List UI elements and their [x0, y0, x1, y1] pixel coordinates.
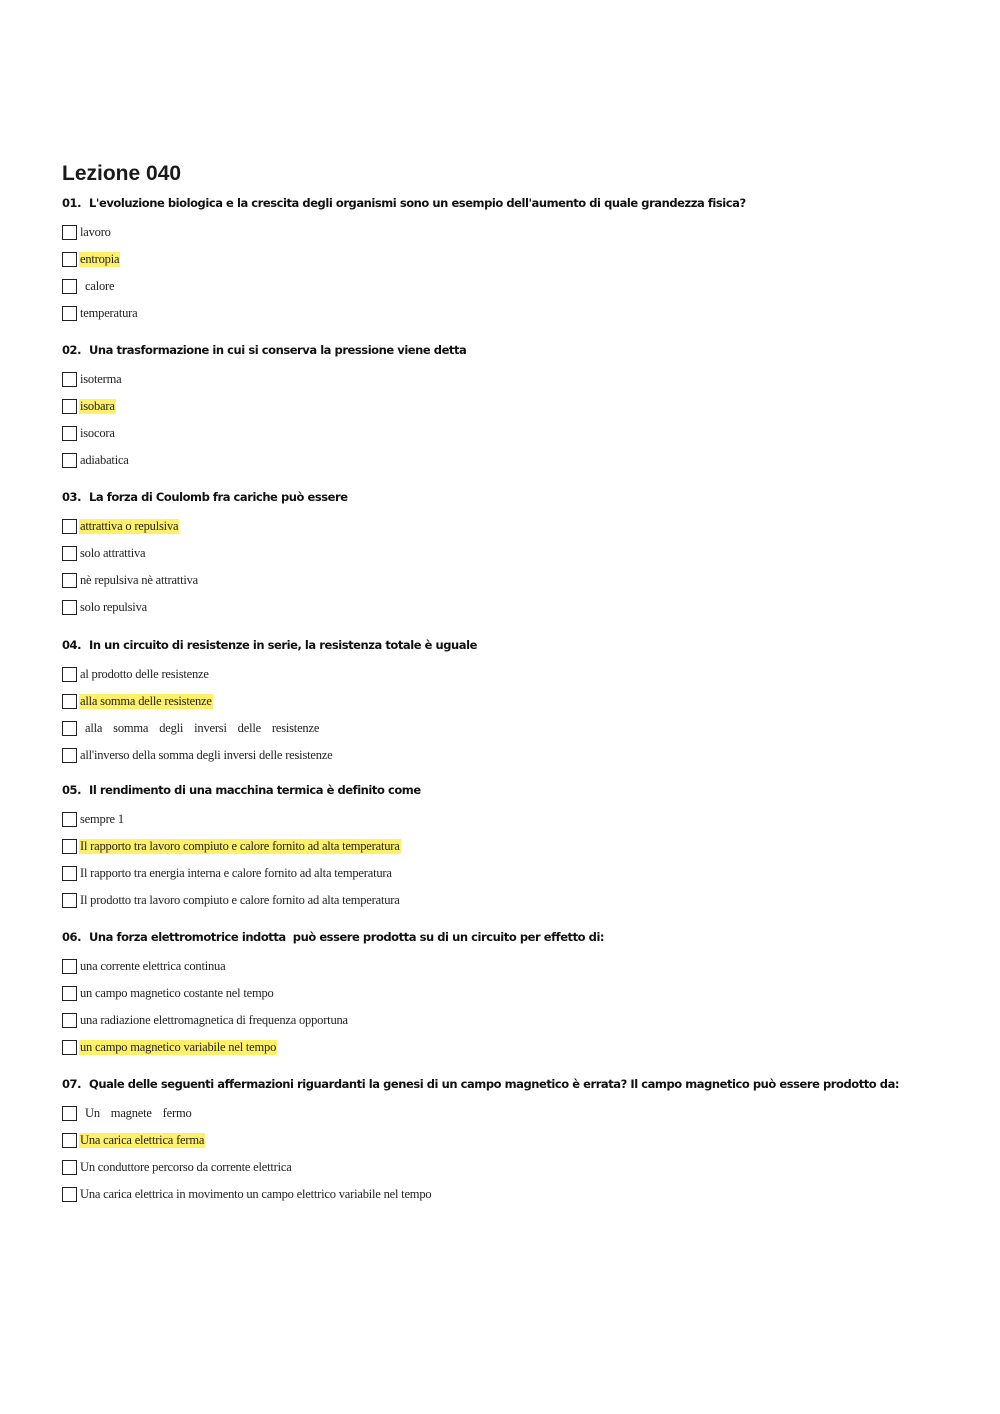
question-number: 07. [62, 1077, 82, 1091]
correct-answer-label: isobara [80, 399, 115, 413]
answer-option[interactable] [62, 540, 962, 567]
correct-answer-label: un campo magnetico variabile nel tempo [80, 1040, 277, 1054]
answer-option[interactable] [62, 366, 962, 393]
answer-checkbox[interactable] [62, 1160, 77, 1175]
answer-option[interactable] [62, 420, 962, 447]
answer-label: Un conduttore percorso da corrente elettrica [80, 1160, 292, 1174]
answer-checkbox[interactable] [62, 721, 77, 736]
answer-option[interactable] [62, 860, 962, 887]
question-05 [62, 782, 962, 914]
answer-label: Il rapporto tra energia interna e calore fornito ad alta temperatura [80, 866, 392, 880]
answer-checkbox[interactable] [62, 306, 77, 321]
question-text [62, 637, 962, 653]
question-prompt: In un circuito di resistenze in serie, la resistenza totale è uguale [89, 638, 477, 652]
answer-option[interactable] [62, 688, 962, 715]
question-text [62, 782, 962, 798]
question-04 [62, 637, 962, 769]
answer-checkbox[interactable] [62, 1187, 77, 1202]
question-text [62, 489, 962, 505]
answer-option[interactable] [62, 953, 962, 980]
answer-option[interactable] [62, 594, 962, 621]
answer-option[interactable] [62, 273, 962, 300]
answer-option[interactable] [62, 513, 962, 540]
answer-option[interactable] [62, 887, 962, 914]
question-number: 06. [62, 930, 82, 944]
question-text [62, 342, 962, 358]
answer-label: adiabatica [80, 453, 129, 467]
question-02 [62, 342, 962, 474]
question-number: 02. [62, 343, 82, 357]
question-01 [62, 195, 962, 327]
answer-label: Una carica elettrica in movimento un campo elettrico variabile nel tempo [80, 1187, 432, 1201]
question-03 [62, 489, 962, 621]
answer-label: nè repulsiva nè attrattiva [80, 573, 199, 587]
question-prompt: L'evoluzione biologica e la crescita degli organismi sono un esempio dell'aumento di quale grandezza fisica? [89, 196, 746, 210]
answer-checkbox[interactable] [62, 893, 77, 908]
answer-label: lavoro [80, 225, 111, 239]
answer-option[interactable] [62, 393, 962, 420]
answer-option[interactable] [62, 742, 962, 769]
answer-option[interactable] [62, 567, 962, 594]
answer-option[interactable] [62, 980, 962, 1007]
answer-label: una corrente elettrica continua [80, 959, 226, 973]
answer-label: sempre 1 [80, 812, 124, 826]
answer-checkbox[interactable] [62, 1040, 77, 1055]
answer-checkbox[interactable] [62, 986, 77, 1001]
question-prompt: Quale delle seguenti affermazioni riguardanti la genesi di un campo magnetico è errata? Il campo magnetico può essere prodotto da: [89, 1077, 900, 1091]
answer-option[interactable] [62, 1181, 962, 1208]
question-text [62, 195, 962, 211]
answer-label: Il prodotto tra lavoro compiuto e calore fornito ad alta temperatura [80, 893, 400, 907]
answer-label: isocora [80, 426, 115, 440]
question-text [62, 1076, 962, 1092]
question-prompt: Una trasformazione in cui si conserva la pressione viene detta [89, 343, 467, 357]
answer-checkbox[interactable] [62, 399, 77, 414]
question-06 [62, 929, 962, 1061]
question-number: 01. [62, 196, 82, 210]
question-prompt: Una forza elettromotrice indotta può essere prodotta su di un circuito per effetto di: [89, 930, 605, 944]
answer-checkbox[interactable] [62, 694, 77, 709]
question-number: 05. [62, 783, 82, 797]
answer-checkbox[interactable] [62, 573, 77, 588]
answer-option[interactable] [62, 447, 962, 474]
answer-checkbox[interactable] [62, 812, 77, 827]
answer-checkbox[interactable] [62, 426, 77, 441]
question-07 [62, 1076, 962, 1208]
answer-label: al prodotto delle resistenze [80, 667, 209, 681]
answer-checkbox[interactable] [62, 1133, 77, 1148]
answer-label: isoterma [80, 372, 122, 386]
answer-option[interactable] [62, 833, 962, 860]
answer-checkbox[interactable] [62, 959, 77, 974]
correct-answer-label: entropia [80, 252, 120, 266]
answer-checkbox[interactable] [62, 600, 77, 615]
answer-option[interactable] [62, 1154, 962, 1181]
answer-checkbox[interactable] [62, 372, 77, 387]
question-prompt: La forza di Coulomb fra cariche può essere [89, 490, 348, 504]
answer-option[interactable] [62, 300, 962, 327]
answer-checkbox[interactable] [62, 519, 77, 534]
answer-option[interactable] [62, 715, 962, 742]
answer-option[interactable] [62, 1127, 962, 1154]
answer-label: solo attrattiva [80, 546, 146, 560]
answer-option[interactable] [62, 1100, 962, 1127]
answer-checkbox[interactable] [62, 453, 77, 468]
answer-label: all'inverso della somma degli inversi delle resistenze [80, 748, 333, 762]
answer-checkbox[interactable] [62, 748, 77, 763]
question-number: 03. [62, 490, 82, 504]
answer-option[interactable] [62, 219, 962, 246]
correct-answer-label: attrattiva o repulsiva [80, 519, 179, 533]
answer-label: solo repulsiva [80, 600, 147, 614]
question-prompt: Il rendimento di una macchina termica è definito come [89, 783, 421, 797]
answer-label: temperatura [80, 306, 138, 320]
question-number: 04. [62, 638, 82, 652]
answer-checkbox[interactable] [62, 225, 77, 240]
answer-checkbox[interactable] [62, 866, 77, 881]
answer-checkbox[interactable] [62, 279, 77, 294]
correct-answer-label: alla somma delle resistenze [80, 694, 212, 708]
correct-answer-label: Il rapporto tra lavoro compiuto e calore fornito ad alta temperatura [80, 839, 400, 853]
answer-label: alla somma degli inversi delle resistenze [85, 721, 320, 735]
answer-label: calore [85, 279, 115, 293]
correct-answer-label: Una carica elettrica ferma [80, 1133, 205, 1147]
answer-label: Un magnete fermo [85, 1106, 192, 1120]
answer-option[interactable] [62, 246, 962, 273]
answer-checkbox[interactable] [62, 1013, 77, 1028]
answer-label: una radiazione elettromagnetica di frequenza opportuna [80, 1013, 348, 1027]
answer-option[interactable] [62, 1034, 962, 1061]
answer-label: un campo magnetico costante nel tempo [80, 986, 274, 1000]
lesson-title: Lezione 040 [62, 162, 182, 185]
answer-checkbox[interactable] [62, 252, 77, 267]
question-text [62, 929, 962, 945]
answer-checkbox[interactable] [62, 1106, 77, 1121]
answer-checkbox[interactable] [62, 667, 77, 682]
answer-checkbox[interactable] [62, 546, 77, 561]
answer-checkbox[interactable] [62, 839, 77, 854]
answer-option[interactable] [62, 1007, 962, 1034]
answer-option[interactable] [62, 806, 962, 833]
answer-option[interactable] [62, 661, 962, 688]
